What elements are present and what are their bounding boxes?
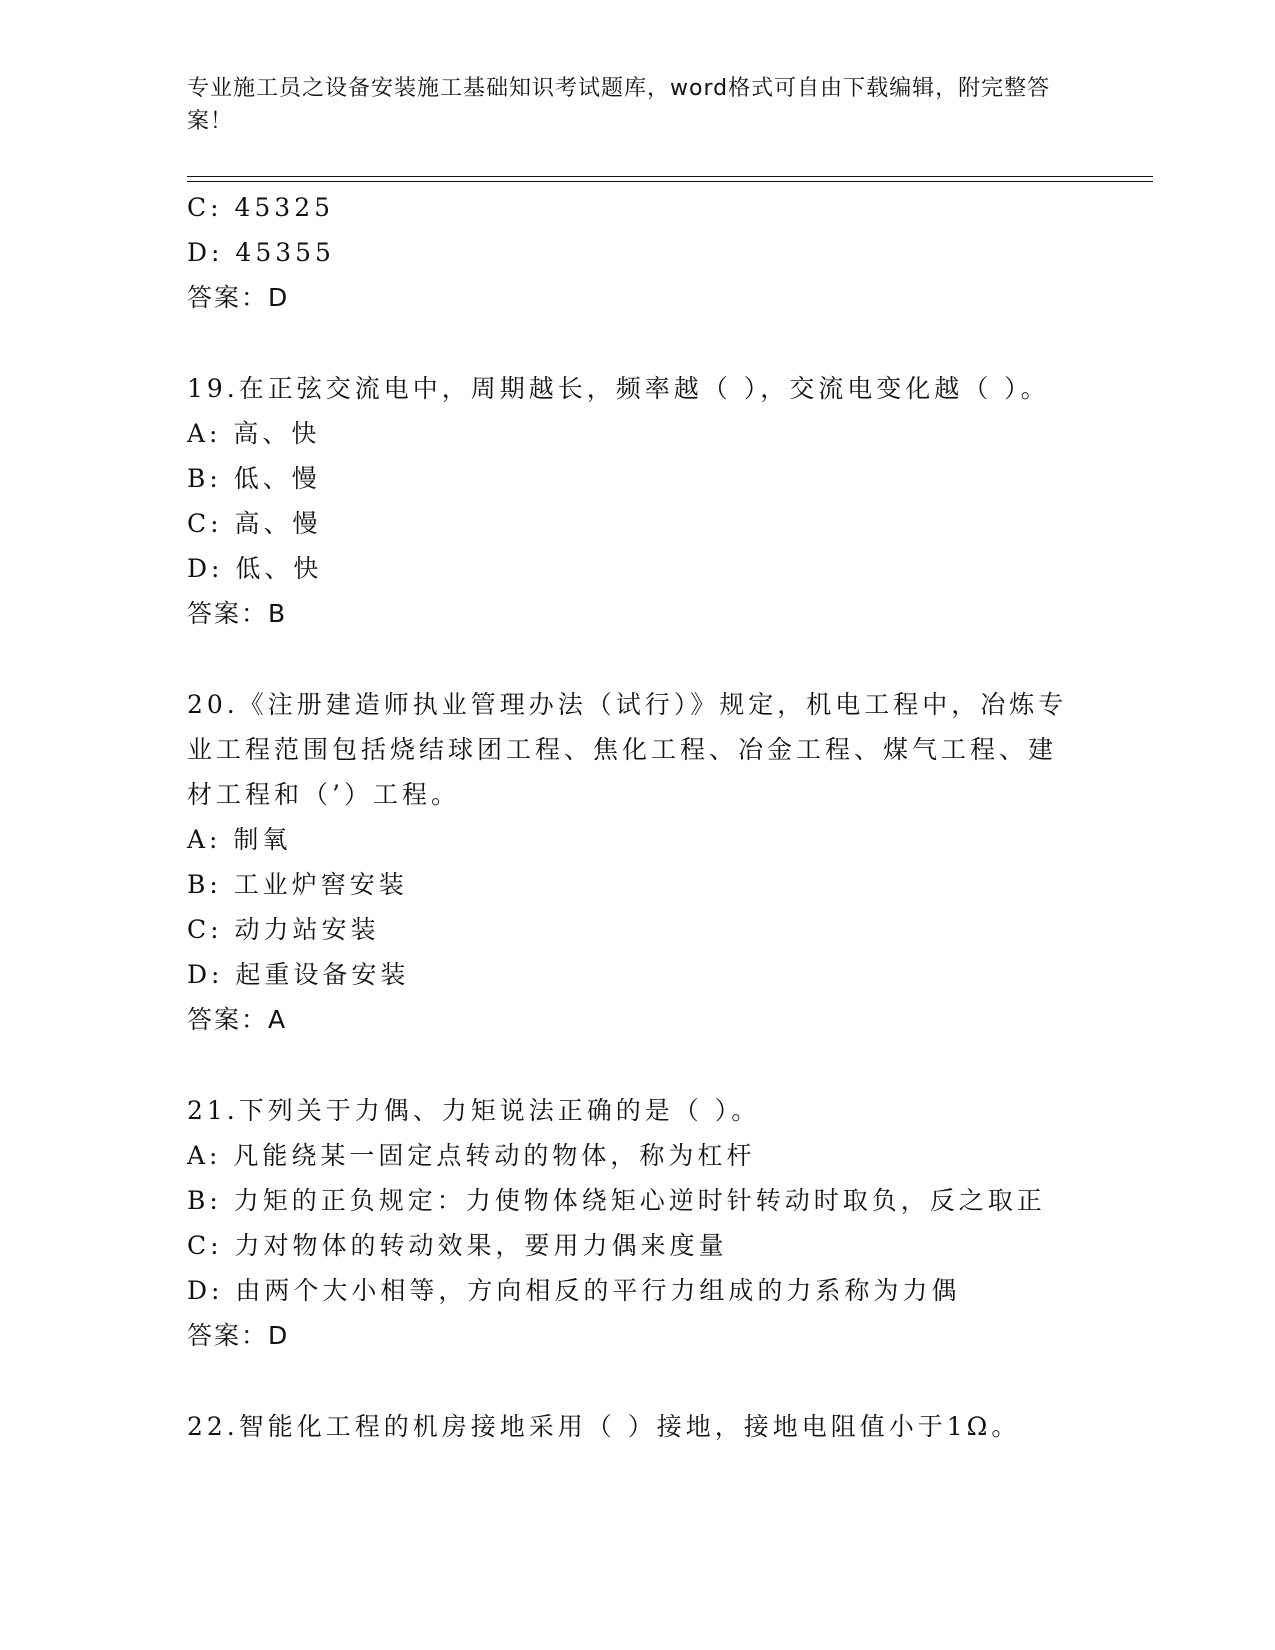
q20-option-b: B: 工业炉窖安装 xyxy=(187,870,408,899)
q21-option-a: A: 凡能绕某一固定点转动的物体，称为杠杆 xyxy=(187,1141,756,1170)
q19-option-b: B: 低、慢 xyxy=(187,464,321,493)
q19-option-d: D: 低、快 xyxy=(187,554,323,583)
document-header: 专业施工员之设备安装施工基础知识考试题库，word格式可自由下载编辑，附完整答案！ xyxy=(187,76,1051,134)
header-rule-bottom xyxy=(187,181,1153,182)
q20-stem-line-3: 材工程和（’）工程。 xyxy=(187,780,460,809)
q21-stem: 21.下列关于力偶、力矩说法正确的是（ ）。 xyxy=(187,1096,761,1125)
q19-option-c: C: 高、慢 xyxy=(187,509,322,538)
q21-option-c: C: 力对物体的转动效果，要用力偶来度量 xyxy=(187,1231,728,1260)
q20-option-a: A: 制氧 xyxy=(187,825,292,854)
q21-option-d: D: 由两个大小相等，方向相反的平行力组成的力系称为力偶 xyxy=(187,1276,961,1305)
q19-option-a: A: 高、快 xyxy=(187,419,321,448)
q18-option-d: D: 45355 xyxy=(187,238,335,267)
q20-stem-line-2: 业工程范围包括烧结球团工程、焦化工程、冶金工程、煤气工程、建 xyxy=(187,735,1058,764)
q20-answer: 答案：A xyxy=(187,1005,288,1034)
q20-option-c: C: 动力站安装 xyxy=(187,915,380,944)
q20-option-d: D: 起重设备安装 xyxy=(187,960,410,989)
q19-stem: 19.在正弦交流电中，周期越长，频率越（ ），交流电变化越（ ）。 xyxy=(187,374,1050,403)
q20-stem-line-1: 20.《注册建造师执业管理办法（试行）》规定，机电工程中，冶炼专 xyxy=(187,690,1068,719)
header-rule-top xyxy=(187,176,1153,177)
q21-option-b: B: 力矩的正负规定：力使物体绕矩心逆时针转动时取负，反之取正 xyxy=(187,1186,1046,1215)
q18-answer: 答案：D xyxy=(187,283,290,312)
q18-option-c: C: 45325 xyxy=(187,193,335,222)
q19-answer: 答案：B xyxy=(187,599,288,628)
q21-answer: 答案：D xyxy=(187,1321,290,1350)
q22-stem: 22.智能化工程的机房接地采用（ ）接地，接地电阻值小于1Ω。 xyxy=(187,1412,1021,1441)
